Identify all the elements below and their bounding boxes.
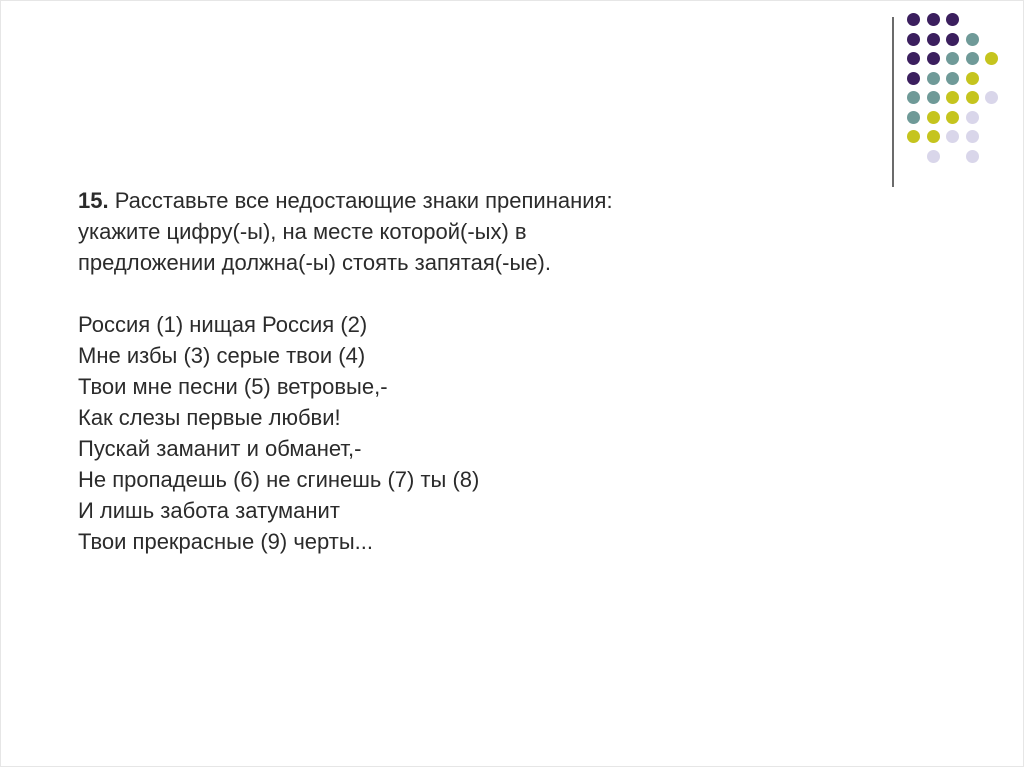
decorative-dot [907, 91, 920, 104]
decorative-dot [946, 91, 959, 104]
question-line-1-text: Расставьте все недостающие знаки препинания: [114, 188, 613, 213]
decorative-dot [946, 52, 959, 65]
decorative-dot [927, 91, 940, 104]
poem [78, 309, 838, 557]
poem-line: Пускай заманит и обманет,- [78, 436, 362, 461]
poem-line: Россия (1) нищая Россия (2) [78, 312, 368, 337]
decorative-dot [966, 111, 979, 124]
decorative-dot [907, 33, 920, 46]
decorative-dot [907, 111, 920, 124]
decorative-dot [927, 52, 940, 65]
decorative-dot [966, 91, 979, 104]
decorative-vertical-line [892, 17, 894, 187]
decorative-dot [946, 33, 959, 46]
decorative-dot-grid [907, 13, 1007, 173]
decorative-dot [946, 13, 959, 26]
decorative-dot [927, 150, 940, 163]
decorative-dot [946, 111, 959, 124]
decorative-dot [946, 130, 959, 143]
paragraph-gap [78, 278, 838, 309]
poem-line: И лишь забота затуманит [78, 498, 340, 523]
decorative-dot [927, 72, 940, 85]
slide-content [78, 185, 838, 557]
decorative-dot [927, 33, 940, 46]
question-number: 15. [78, 188, 109, 213]
poem-line: Мне избы (3) серые твои (4) [78, 343, 366, 368]
question-text [78, 185, 838, 278]
question-line-2: укажите цифру(-ы), на месте которой(-ых) в [78, 219, 527, 244]
decorative-dot [927, 130, 940, 143]
decorative-dot [966, 72, 979, 85]
question-line-3: предложении должна(-ы) стоять запятая(-ые). [78, 250, 551, 275]
decorative-dot [966, 150, 979, 163]
decorative-dot [907, 130, 920, 143]
decorative-dot [907, 72, 920, 85]
decorative-dot [907, 13, 920, 26]
question-line-1 [78, 185, 838, 216]
decorative-dot [907, 52, 920, 65]
decorative-dot [985, 91, 998, 104]
poem-line: Как слезы первые любви! [78, 405, 341, 430]
decorative-dot [927, 13, 940, 26]
decorative-dot [966, 33, 979, 46]
poem-line: Твои прекрасные (9) черты... [78, 529, 374, 554]
decorative-dot [966, 52, 979, 65]
decorative-dot [966, 130, 979, 143]
poem-line: Твои мне песни (5) ветровые,- [78, 374, 388, 399]
decorative-dot [927, 111, 940, 124]
decorative-dot [985, 52, 998, 65]
decorative-dot [946, 72, 959, 85]
poem-line: Не пропадешь (6) не сгинешь (7) ты (8) [78, 467, 480, 492]
